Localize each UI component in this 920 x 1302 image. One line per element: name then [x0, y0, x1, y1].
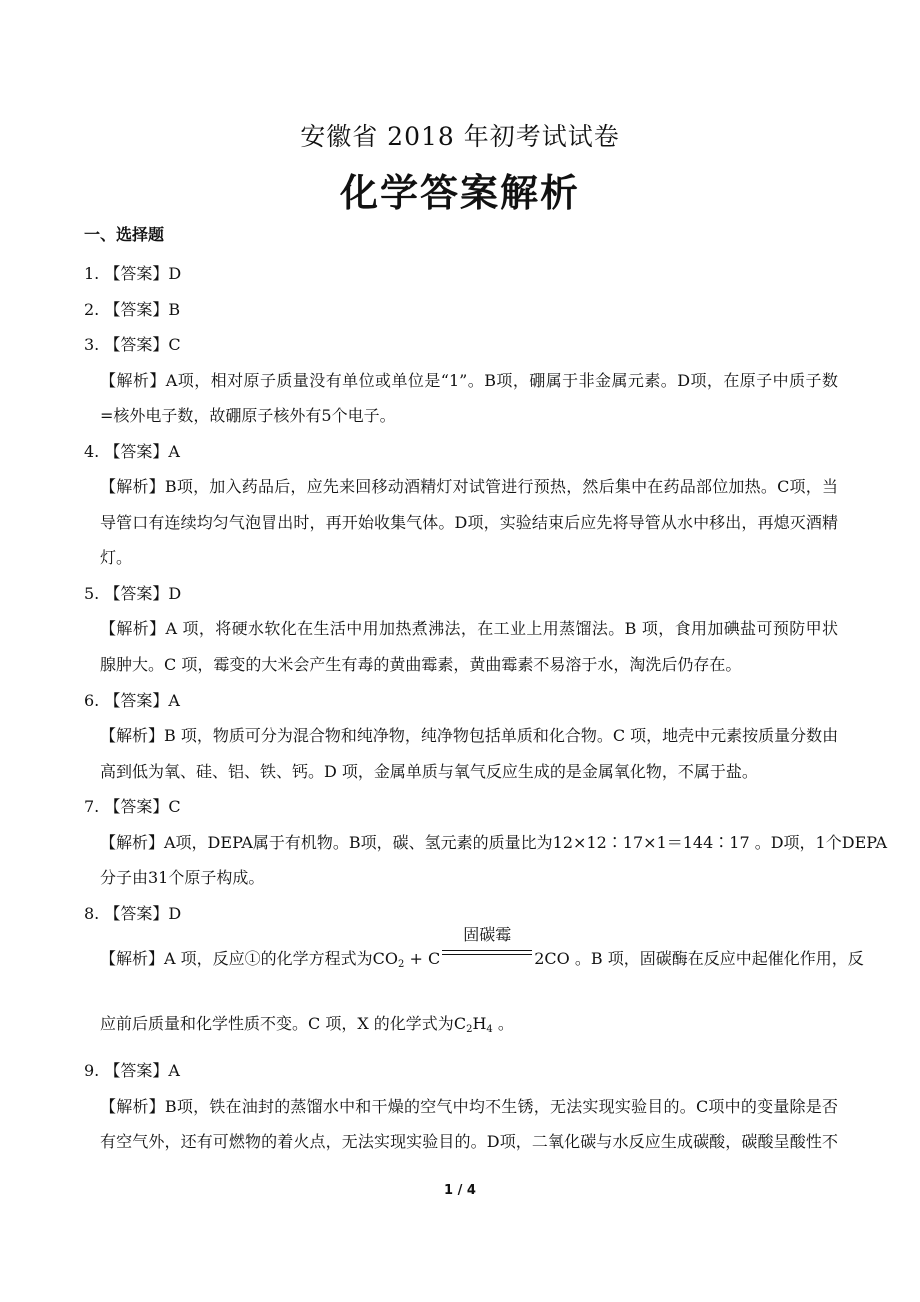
answer-1: 1. 【答案】D: [84, 264, 182, 283]
answer-6: 6. 【答案】A: [84, 691, 180, 710]
answer-2: 2. 【答案】B: [84, 300, 181, 319]
text: 。B 项，固碳酶在反应中起催化作用，反: [569, 949, 864, 968]
answer-7: 7. 【答案】C: [84, 797, 181, 816]
explanation-4-line: 【解析】B项，加入药品后，应先来回移动酒精灯对试管进行预热，然后集中在药品部位加热。C项，当: [100, 477, 838, 496]
explanation-4-line: 导管口有连续均匀气泡冒出时，再开始收集气体。D项，实验结束后应先将导管从水中移出，再熄灭酒精: [100, 513, 838, 532]
answer-5: 5. 【答案】D: [84, 584, 182, 603]
equals-line: [442, 950, 532, 951]
formula-reactant: [373, 949, 441, 968]
explanation-4-line: 灯。: [100, 548, 133, 567]
text: CO: [372, 949, 399, 968]
explanation-8-line: [100, 925, 864, 970]
subscript: 2: [466, 1024, 473, 1035]
formula-product: 2CO: [534, 949, 570, 968]
text: 。: [492, 1014, 514, 1033]
text: H: [472, 1014, 487, 1033]
subscript: 2: [398, 959, 405, 970]
answer-4: 4. 【答案】A: [84, 442, 180, 461]
text: C: [453, 1014, 467, 1033]
explanation-5-line: 【解析】A 项，将硬水软化在生活中用加热煮沸法，在工业上用蒸馏法。B 项，食用加碘盐可预防甲状: [100, 619, 838, 638]
catalyst-label: 固碳霉: [463, 925, 512, 944]
text: 【解析】A 项，反应①的化学方程式为: [100, 949, 373, 968]
explanation-6-line: 高到低为氧、硅、铝、铁、钙。D 项，金属单质与氧气反应生成的是金属氧化物，不属于盐。: [100, 762, 758, 781]
text: 应前后质量和化学性质不变。C 项，X 的化学式为: [100, 1014, 454, 1033]
text: + C: [404, 949, 441, 968]
explanation-9-line: 有空气外，还有可燃物的着火点，无法实现实验目的。D项，二氧化碳与水反应生成碳酸，碳酸呈酸性不: [100, 1132, 838, 1151]
exam-title: 安徽省 2018 年初考试试卷: [300, 122, 620, 151]
explanation-7-line: 【解析】A项，DEPA属于有机物。B项，碳、氢元素的质量比为12×12∶17×1＝144∶17 。D项，1个DEPA: [100, 833, 888, 852]
explanation-3-line: 【解析】A项，相对原子质量没有单位或单位是“1”。B项，硼属于非金属元素。D项，在原子中质子数: [100, 371, 838, 390]
page-number: 1 / 4: [444, 1183, 476, 1198]
explanation-6-line: 【解析】B 项，物质可分为混合物和纯净物，纯净物包括单质和化合物。C 项，地壳中元素按质量分数由: [100, 726, 839, 745]
explanation-5-line: 腺肿大。C 项，霉变的大米会产生有毒的黄曲霉素，黄曲霉素不易溶于水，淘洗后仍存在。: [100, 655, 742, 674]
explanation-8-line: [100, 1011, 514, 1035]
answer-9: 9. 【答案】A: [84, 1061, 180, 1080]
answer-3: 3. 【答案】C: [84, 335, 181, 354]
explanation-3-line: =核外电子数，故硼原子核外有5个电子。: [100, 406, 396, 425]
formula-x: [454, 1014, 493, 1033]
explanation-7-line: 分子由31个原子构成。: [100, 868, 265, 887]
reaction-arrow: [440, 925, 534, 964]
subscript: 4: [486, 1024, 493, 1035]
section-heading: 一、选择题: [84, 225, 165, 244]
explanation-9-line: 【解析】B项，铁在油封的蒸馏水中和干燥的空气中均不生锈，无法实现实验目的。C项中的变量除是否: [100, 1097, 838, 1116]
equals-line: [442, 954, 532, 955]
answer-key-title: 化学答案解析: [339, 171, 580, 215]
answer-8: 8. 【答案】D: [84, 904, 182, 923]
